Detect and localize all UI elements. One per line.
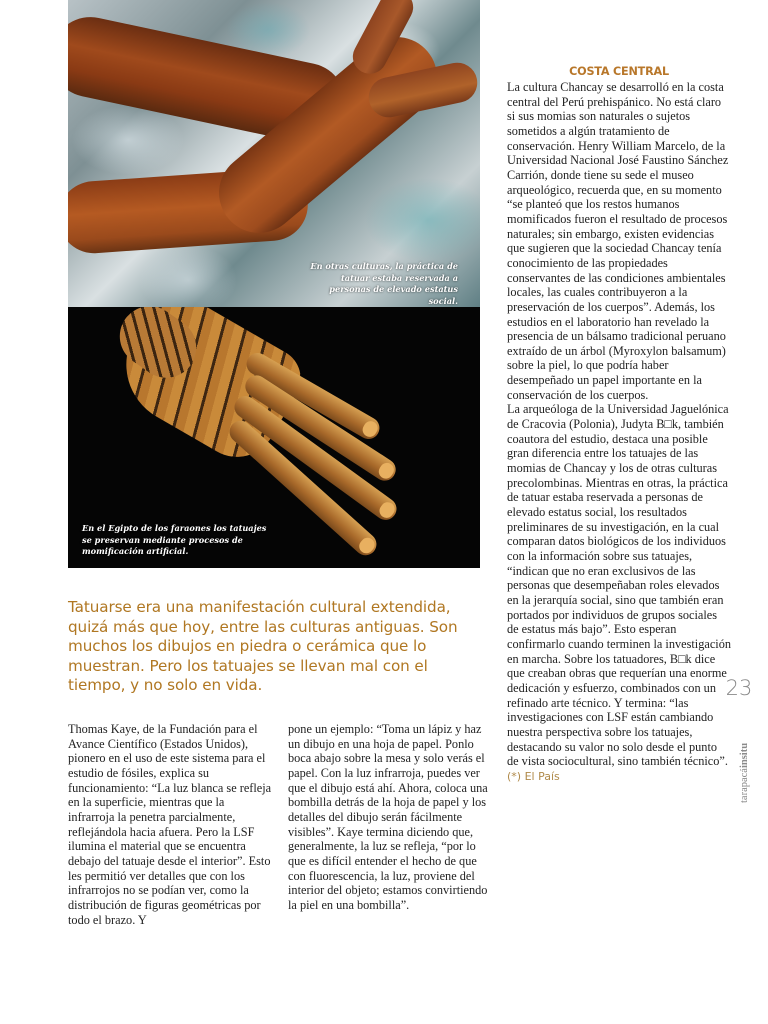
sidebar-heading: COSTA CENTRAL (569, 65, 669, 78)
article-column-2: pone un ejemplo: “Toma un lápiz y haz un dibujo en una hoja de papel. Ponlo boca abajo sobre la mesa y solo verás el papel. Con la luz infrarroja, puedes ver que el dibujo está ahí. Ahora, coloca una bombilla detrás de la hoja de papel y los detalles del dibujo serán fácilmente visibles”. Kaye termina diciendo que, generalmente, la luz se refleja, “por lo que es difícil entender el hecho de que con fluorescencia, la luz, proviene del interior del objeto; estamos convirtiendo la piel en una bombilla”. (288, 722, 488, 912)
page-number: 23 (725, 676, 753, 700)
sidebar-column (507, 80, 731, 785)
sidebar-paragraph-2: La arqueóloga de la Universidad Jaguelónica de Cracovia (Polonia), Judyta B□k, también coautora del estudio, destaca una posible gran diferencia entre los tatuajes de las momias de Chancay y los de otras culturas precolombinas. Mientras en otras, la práctica de tatuar estaba reservada a personas de elevado estatus social, los resultados preliminares de su investigación, en la cual comparan datos biológicos de los individuos con la información sobre sus tatuajes, “indican que no eran exclusivos de las personas que desempeñaban roles elevados en la jerarquía social, sino que también eran portados por individuos de grupos sociales de estatus más bajo”. Esto esperan confirmarlo cuando terminen la investigación en marcha. Sobre los tatuadores, B□k dice que creaban obras que requerían una enorme dedicación y esfuerzo, combinados con un refinado arte técnico. Y termina: “las investigaciones con LSF están cambiando nuestra perspectiva sobre los tatuajes, destacando su valor no solo desde el punto de vista sociocultural, sino también técnico”. (507, 402, 731, 769)
photo-caption-bottom: En el Egipto de los faraones los tatuajes se preservan mediante procesos de momificación artificial. (82, 523, 267, 556)
article-column-1: Thomas Kaye, de la Fundación para el Avance Científico (Estados Unidos), pionero en el uso de este sistema para el estudio de fósiles, explica su funcionamiento: “La luz blanca se refleja en la superficie, mientras que la infrarroja la penetra parcialmente, reflejándola hacia afuera. Pero la LSF ilumina el material que se encuentra debajo del tatuaje desde el interior”. Esto les permitió ver detalles que con los infrarrojos no se podían ver, como la distribución de figuras geométricas por todo el brazo. Y (68, 722, 272, 927)
magazine-name-prefix: tarapacá (739, 768, 750, 803)
magazine-name (739, 703, 753, 803)
sidebar-paragraph-1: La cultura Chancay se desarrolló en la costa central del Perú prehispánico. No está claro si sus momias son naturales o sujetos sometidos a algún tratamiento de conservación. Henry William Marcelo, de la Universidad Nacional José Faustino Sánchez Carrión, donde tiene su sede el museo arqueológico, recuerda que, en su momento “se planteó que los restos humanos momificados fueron el resultado de procesos naturales; sin embargo, existen evidencias que sugieren que la sociedad Chancay tenía conocimiento de las propiedades conservantes de las condiciones ambientales locales, las cuales contribuyeron a la preservación de los cuerpos”. Además, los estudios en el laboratorio han revelado la presencia de un bálsamo tradicional peruano extraído de un árbol (Myroxylon balsamum) sobre la piel, lo que podría haber desempeñado un papel importante en la conservación de los cuerpos. (507, 80, 729, 402)
pull-quote: Tatuarse era una manifestación cultural extendida, quizá más que hoy, entre las culturas antiguas. Son muchos los dibujos en piedra o cerámica que lo muestran. Pero los tatuajes se llevan mal con el tiempo, y no solo en vida. (68, 598, 458, 695)
photo-tattooed-hand (68, 307, 480, 568)
photo-mummified-feet (68, 0, 480, 307)
magazine-name-suffix: insitu (739, 742, 750, 769)
photo-caption-top: En otras culturas, la práctica de tatuar estaba reservada a personas de elevado estatus social. (310, 261, 458, 306)
source-credit: (*) El País (507, 769, 560, 783)
